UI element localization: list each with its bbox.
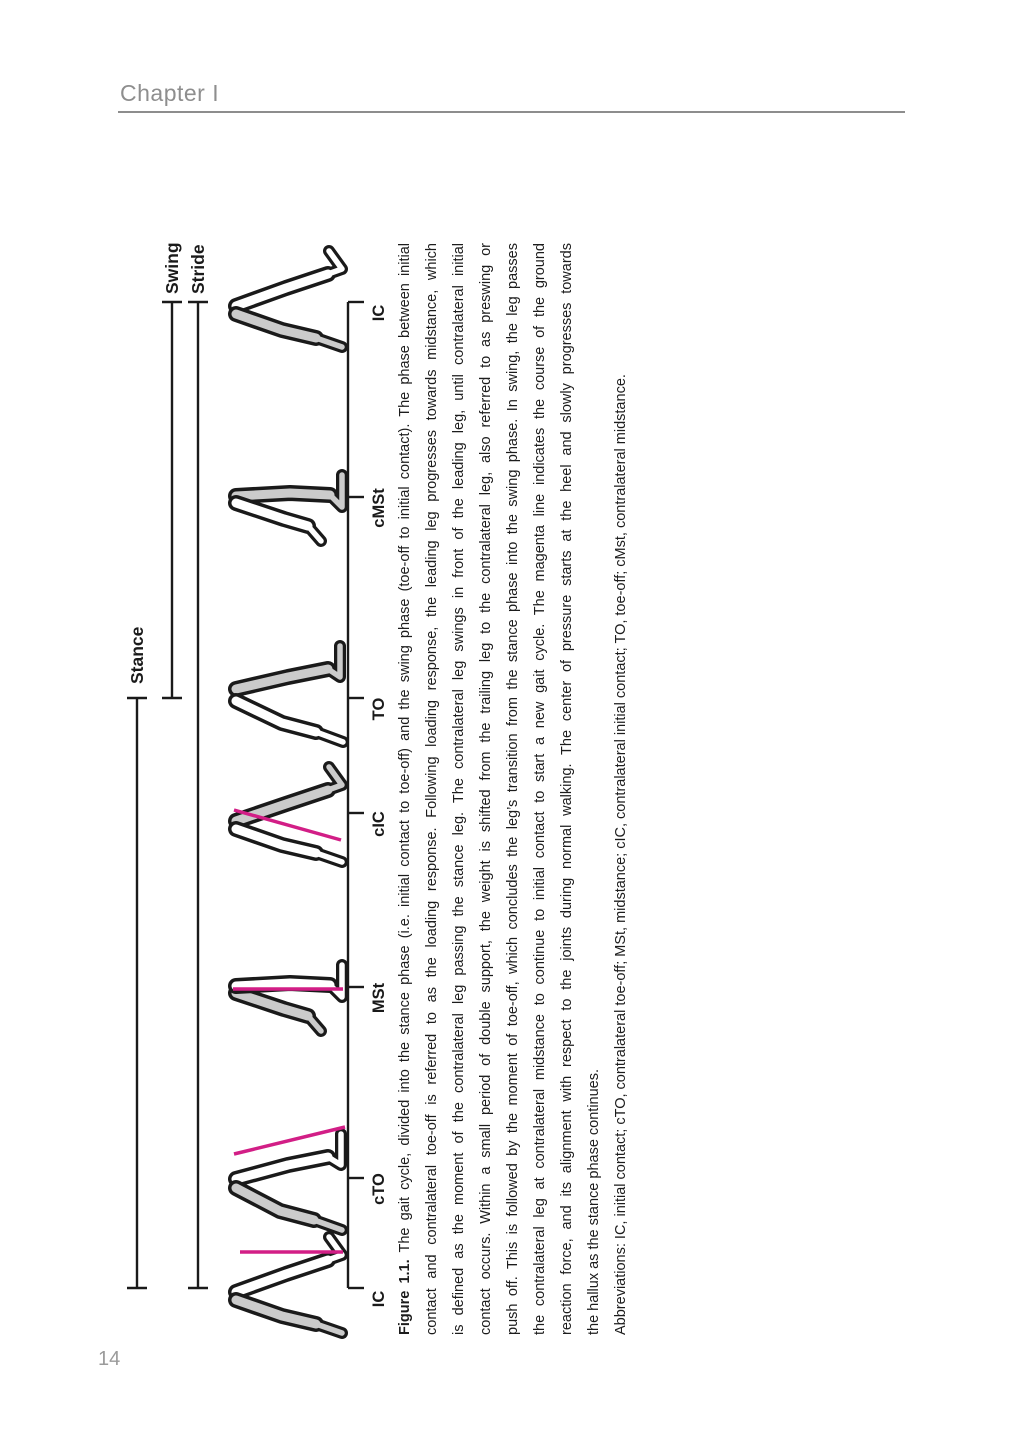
header-rule bbox=[118, 111, 905, 113]
chapter-header: Chapter I bbox=[120, 80, 220, 106]
phase-label-cic: cIC bbox=[370, 811, 388, 837]
phase-label-ic-end: IC bbox=[370, 304, 388, 322]
figure-1-1-rotated-block bbox=[100, 230, 660, 1350]
stride-bracket-label: Stride bbox=[188, 244, 208, 294]
page-number: 14 bbox=[98, 1348, 121, 1370]
stance-bracket bbox=[127, 626, 147, 1288]
caption-line-1-text: The gait cycle, divided into the stance phase (i.e. initial contact to toe-off) and the swing phase (toe-off to initial contact). The phase between initial bbox=[397, 242, 413, 1260]
caption-line-7: reaction force, and its alignment with respect to the joints during normal walking. The center of pressure starts at the heel and slowly progresses towards bbox=[559, 243, 575, 1335]
phase-label-to: TO bbox=[370, 697, 388, 721]
caption-line-2: contact and contralateral toe-off is referred to as the loading response. Following loading response, the leading leg progresses towards midstance, which bbox=[424, 243, 440, 1335]
figure-number: Figure 1.1. bbox=[397, 1259, 413, 1335]
leg-illustration-ic-end bbox=[236, 251, 342, 347]
caption-abbreviations: Abbreviations: IC, initial contact; cTO, contralateral toe-off; MSt, midstance; cIC, contralateral initial contact; TO, toe-off; cMst, contralateral midstance. bbox=[613, 374, 629, 1335]
stance-bracket-label: Stance bbox=[127, 626, 147, 684]
caption-line-3: is defined as the moment of the contralateral leg passing the stance leg. The contralateral leg swings in front of the leading leg, until contralateral initial bbox=[451, 243, 467, 1335]
caption-line-1 bbox=[392, 243, 419, 1335]
caption-line-6: the contralateral leg at contralateral midstance to continue to initial contact to start a new gait cycle. The magenta line indicates the course of the ground bbox=[532, 243, 548, 1335]
gait-timeline-axis bbox=[348, 302, 364, 1288]
phase-label-mst: MSt bbox=[370, 982, 388, 1014]
caption-line-8: the hallux as the stance phase continues. bbox=[586, 1068, 602, 1335]
caption-line-4: contact occurs. Within a small period of double support, the weight is shifted from the trailing leg to the contralateral leg, also referred to as preswing or bbox=[478, 243, 494, 1335]
leg-illustration-mst bbox=[236, 965, 342, 1031]
leg-illustration-to bbox=[236, 646, 343, 742]
figure-caption bbox=[392, 243, 635, 1335]
phase-label-ic-start: IC bbox=[370, 1290, 388, 1308]
swing-bracket bbox=[162, 242, 182, 698]
swing-bracket-label: Swing bbox=[162, 242, 182, 294]
leg-illustration-cmst bbox=[236, 475, 342, 541]
gait-cycle-diagram bbox=[100, 230, 400, 1350]
caption-line-5: push off. This is followed by the moment of toe-off, which concludes the leg’s transition from the stance phase into the swing phase. In swing, the leg passes bbox=[505, 243, 521, 1335]
phase-label-cmst: cMSt bbox=[370, 488, 388, 528]
stride-bracket bbox=[188, 244, 208, 1288]
phase-label-cto: cTO bbox=[370, 1173, 388, 1205]
